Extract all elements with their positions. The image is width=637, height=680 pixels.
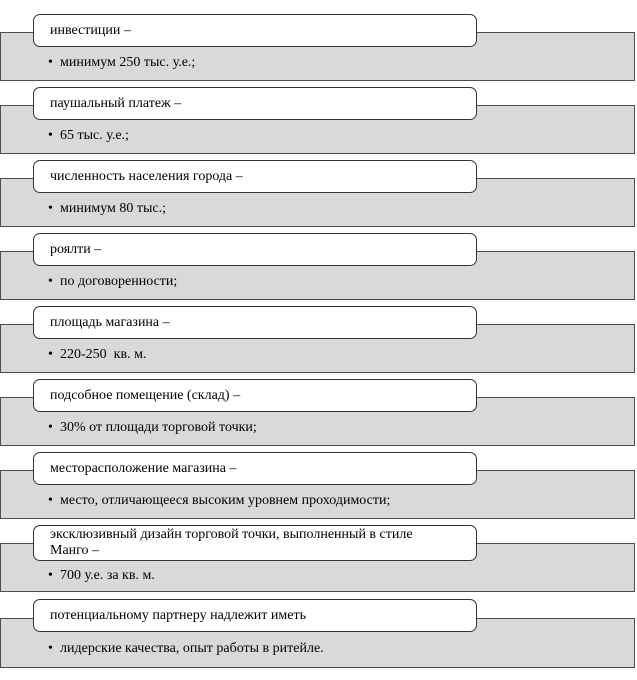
requirement-label: роялти – — [33, 233, 477, 266]
bullet: • — [48, 128, 53, 143]
bullet: • — [48, 347, 53, 362]
bullet: • — [48, 55, 53, 70]
requirement-label: эксклюзивный дизайн торговой точки, выполненный в стиле Манго – — [33, 525, 477, 561]
requirement-value: • минимум 250 тыс. у.е.; — [48, 55, 196, 70]
requirement-value: • минимум 80 тыс.; — [48, 201, 166, 216]
requirement-label: месторасположение магазина – — [33, 452, 477, 485]
requirement-value: • место, отличающееся высоким уровнем проходимости; — [48, 493, 391, 508]
requirement-value: • лидерские качества, опыт работы в ритейле. — [48, 641, 324, 656]
requirement-label: паушальный платеж – — [33, 87, 477, 120]
requirement-label: численность населения города – — [33, 160, 477, 193]
bullet: • — [48, 201, 53, 216]
requirement-value: • 220-250 кв. м. — [48, 347, 147, 362]
requirement-label: подсобное помещение (склад) – — [33, 379, 477, 412]
bullet: • — [48, 274, 53, 289]
requirement-value: • 30% от площади торговой точки; — [48, 420, 257, 435]
requirement-value: • 65 тыс. у.е.; — [48, 128, 129, 143]
requirement-value: • по договоренности; — [48, 274, 178, 289]
requirement-label: площадь магазина – — [33, 306, 477, 339]
requirement-value: • 700 у.е. за кв. м. — [48, 568, 155, 583]
bullet: • — [48, 568, 53, 583]
requirement-label: потенциальному партнеру надлежит иметь — [33, 599, 477, 632]
bullet: • — [48, 420, 53, 435]
bullet: • — [48, 493, 53, 508]
bullet: • — [48, 641, 53, 656]
requirement-label: инвестиции – — [33, 14, 477, 47]
